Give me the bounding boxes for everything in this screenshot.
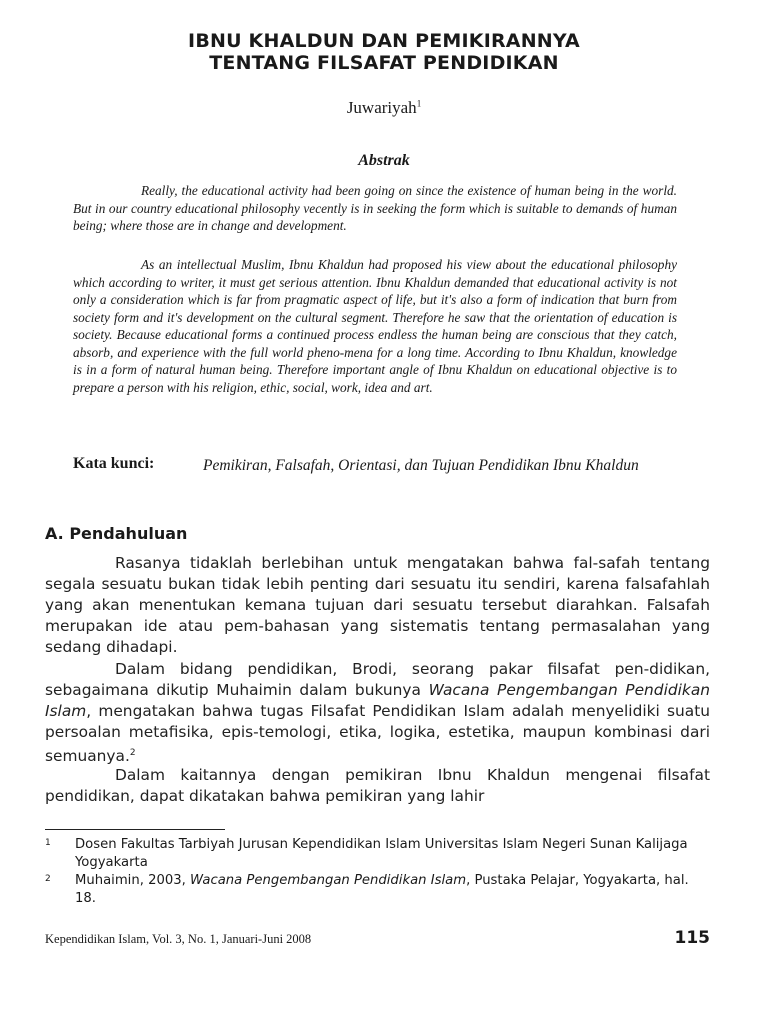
book-title-italic: Wacana Pengembangan Pendidikan Islam bbox=[45, 681, 710, 721]
author-footnote-ref: 1 bbox=[416, 98, 422, 109]
section-heading: A. Pendahuluan bbox=[45, 524, 188, 543]
footnote-2-number: 2 bbox=[45, 874, 51, 884]
body-paragraph-2-text-a: Dalam bidang pendidikan, Brodi, seorang pakar filsafat pen-didikan, sebagaimana dikutip Muhaimin dalam bukunya bbox=[45, 660, 710, 700]
body-paragraph-1-block bbox=[45, 553, 710, 658]
body-paragraph-2-block bbox=[45, 659, 710, 768]
body-paragraph-3: Dalam kaitannya dengan pemikiran Ibnu Khaldun mengenai filsafat pendidikan, dapat dikatakan bahwa pemikiran yang lahir bbox=[45, 766, 710, 806]
footnote-2-book-title: Wacana Pengembangan Pendidikan Islam bbox=[190, 873, 467, 888]
page-number: 115 bbox=[674, 928, 710, 948]
footnote-2-text-b: , Pustaka Pelajar, Yogyakarta, hal. 18. bbox=[75, 873, 689, 906]
article-title-line-1: IBNU KHALDUN DAN PEMIKIRANNYA bbox=[188, 30, 580, 52]
footnote-1 bbox=[45, 836, 710, 872]
body-paragraph-3-block bbox=[45, 765, 710, 807]
abstract-paragraph-1: Really, the educational activity had been going on since the existence of human being in the world. But in our country educational philosophy vecently is in seeking the form which is suitable to demands of human being; where those are in change and development. bbox=[73, 183, 677, 233]
footnote-2-text-a: Muhaimin, 2003, bbox=[75, 873, 191, 888]
abstract-paragraph-1-block bbox=[73, 182, 677, 235]
keywords-label: Kata kunci: bbox=[73, 455, 155, 472]
footnote-ref-2: 2 bbox=[129, 748, 136, 759]
footnote-divider bbox=[45, 829, 225, 830]
author-name: Juwariyah bbox=[346, 98, 417, 117]
body-paragraph-2-text-b: , mengatakan bahwa tugas Filsafat Pendidikan Islam adalah menyelidiki suatu persoalan metafisika, epis-temologi, etika, logika, estetika, maupun kombinasi dari semuanya. bbox=[45, 702, 710, 766]
body-paragraph-1: Rasanya tidaklah berlebihan untuk mengatakan bahwa fal-safah tentang segala sesuatu bukan tidak lebih penting dari sesuatu itu sendiri, karena falsafahlah yang akan menentukan kemana tujuan dari sesuatu tersebut diarahkan. Falsafah merupakan ide atau pem-bahasan yang sistematis tentang permasalahan yang sedang dihadapi. bbox=[45, 554, 710, 657]
article-title-line-2: TENTANG FILSAFAT PENDIDIKAN bbox=[209, 52, 559, 74]
keywords-text: Pemikiran, Falsafah, Orientasi, dan Tujuan Pendidikan Ibnu Khaldun bbox=[203, 457, 639, 474]
footnote-1-number: 1 bbox=[45, 838, 51, 848]
abstract-paragraph-2: As an intellectual Muslim, Ibnu Khaldun had proposed his view about the educational philosophy which according to writer, it must get serious attention. Ibnu Khaldun demanded that educational activity is not only a consideration which is far from pragmatic aspect of life, but it's also a form of indication that burn from society form and it's development on the cultural segment. Therefore he saw that the orientation of education is society. Because educational forms a continued process endless the human being are conscious that they catch, absorb, and experience with the full world pheno-mena for a long time. According to Ibnu Khaldun, knowledge is in a form of natural human being. Therefore important angle of Ibnu Khaldun on educational objective is to prepare a person with his religion, ethic, social, work, idea and art. bbox=[73, 257, 677, 395]
author-line bbox=[0, 98, 768, 118]
abstract-heading: Abstrak bbox=[358, 152, 410, 169]
abstract-paragraph-2-block bbox=[73, 256, 677, 396]
footnote-2 bbox=[45, 872, 710, 908]
footnote-2-text bbox=[75, 872, 710, 908]
journal-citation-footer: Kependidikan Islam, Vol. 3, No. 1, Januari-Juni 2008 bbox=[45, 932, 312, 946]
body-paragraph-2 bbox=[45, 659, 710, 768]
footnote-1-text: Dosen Fakultas Tarbiyah Jurusan Kependidikan Islam Universitas Islam Negeri Sunan Kalijaga Yogyakarta bbox=[75, 837, 688, 870]
